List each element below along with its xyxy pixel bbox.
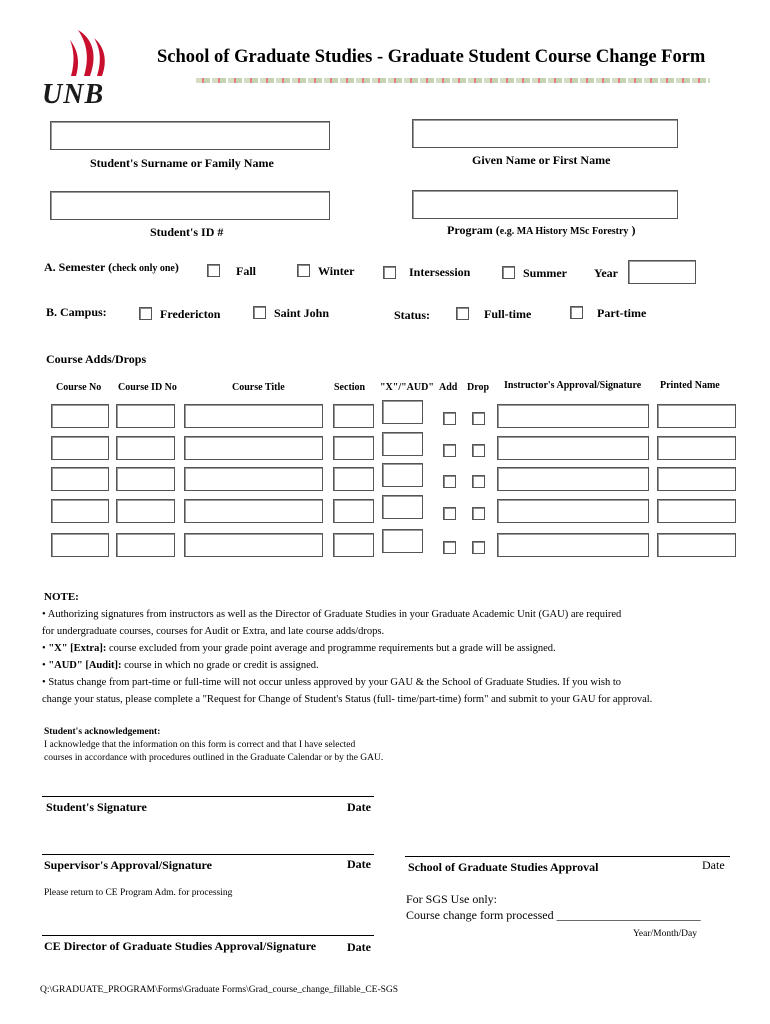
- semester-label-text: A. Semester (: [44, 260, 113, 274]
- course-id-field[interactable]: [116, 404, 175, 428]
- student-signature-line[interactable]: [42, 796, 374, 797]
- course-no-field[interactable]: [51, 467, 109, 491]
- fall-checkbox[interactable]: [207, 264, 220, 277]
- add-checkbox[interactable]: [443, 475, 456, 488]
- section-field[interactable]: [333, 499, 374, 523]
- part-time-label: Part-time: [597, 306, 647, 320]
- fredericton-checkbox[interactable]: [139, 307, 152, 320]
- summer-label: Summer: [523, 266, 567, 280]
- surname-field[interactable]: [50, 121, 330, 150]
- col-course-title: Course Title: [232, 382, 285, 393]
- instructor-signature-field[interactable]: [497, 404, 649, 428]
- note-text-1: Authorizing signatures from instructors as well as the Director of Graduate Studies in your Graduate Academic Unit (GAU) are required: [47, 609, 622, 620]
- col-course-id-no: Course ID No: [118, 382, 177, 393]
- semester-label: [44, 260, 179, 275]
- semester-label-note: check only one: [112, 263, 175, 274]
- program-close: ): [628, 223, 636, 237]
- note-text-2: course excluded from your grade point average and programme requirements but a grade will be assigned.: [106, 643, 556, 654]
- ack-heading: Student's acknowledgement:: [44, 727, 161, 737]
- year-month-day-label: Year/Month/Day: [633, 929, 697, 939]
- supervisor-signature-label: Supervisor's Approval/Signature: [44, 858, 212, 872]
- instructor-signature-field[interactable]: [497, 436, 649, 460]
- logo-text: UNB: [42, 79, 105, 110]
- section-field[interactable]: [333, 436, 374, 460]
- notes-list: [42, 606, 732, 708]
- saint-john-checkbox[interactable]: [253, 306, 266, 319]
- student-id-field[interactable]: [50, 191, 330, 220]
- course-no-field[interactable]: [51, 499, 109, 523]
- x-aud-field[interactable]: [382, 400, 423, 424]
- course-title-field[interactable]: [184, 467, 323, 491]
- course-id-field[interactable]: [116, 436, 175, 460]
- sgs-approval-label: School of Graduate Studies Approval: [408, 860, 599, 874]
- printed-name-field[interactable]: [657, 467, 736, 491]
- processed-line[interactable]: Course change form processed ________________________: [406, 908, 701, 922]
- course-id-field[interactable]: [116, 467, 175, 491]
- add-checkbox[interactable]: [443, 541, 456, 554]
- campus-label: B. Campus:: [46, 305, 107, 319]
- fall-label: Fall: [236, 264, 256, 278]
- course-no-field[interactable]: [51, 404, 109, 428]
- student-date-label: Date: [347, 800, 371, 814]
- sail-logo-icon: [40, 28, 120, 80]
- given-name-label: Given Name or First Name: [472, 153, 611, 167]
- instructor-signature-field[interactable]: [497, 533, 649, 557]
- note-item: • Status change from part-time or full-time will not occur unless approved by your GAU & the School of Graduate Studies. If you wish to change your status, please complete a "Request for Change of Student's Status (full- time/part-time) form" and submit to your GAU for approval.: [42, 677, 653, 705]
- note-item: • Authorizing signatures from instructors as well as the Director of Graduate Studies in your Graduate Academic Unit (GAU) are required for undergraduate courses, courses for Audit or Extra, and late course adds/drops.: [42, 609, 622, 637]
- printed-name-field[interactable]: [657, 499, 736, 523]
- status-label: Status:: [394, 308, 431, 322]
- course-no-field[interactable]: [51, 533, 109, 557]
- note-heading: NOTE:: [44, 591, 79, 603]
- given-name-field[interactable]: [412, 119, 678, 148]
- semester-label-close: ): [174, 260, 179, 274]
- course-title-field[interactable]: [184, 533, 323, 557]
- add-checkbox[interactable]: [443, 507, 456, 520]
- return-note: Please return to CE Program Adm. for processing: [44, 888, 233, 898]
- course-adds-drops-heading: Course Adds/Drops: [46, 352, 147, 366]
- course-title-field[interactable]: [184, 499, 323, 523]
- ce-director-signature-label: CE Director of Graduate Studies Approval/Signature: [44, 939, 317, 953]
- x-aud-field[interactable]: [382, 432, 423, 456]
- intersession-label: Intersession: [409, 265, 471, 279]
- note-text-4: Status change from part-time or full-time will not occur unless approved by your GAU & the School of Graduate Studies. If you wish to: [48, 677, 622, 688]
- full-time-checkbox[interactable]: [456, 307, 469, 320]
- drop-checkbox[interactable]: [472, 444, 485, 457]
- note-item: • "X" [Extra]: course excluded from your grade point average and programme requirements but a grade will be assigned.: [42, 643, 556, 654]
- ack-line-2: courses in accordance with procedures outlined in the Graduate Calendar or by the GAU.: [44, 753, 384, 763]
- year-field[interactable]: [628, 260, 696, 284]
- program-label-text: Program (: [447, 223, 500, 237]
- surname-label: Student's Surname or Family Name: [90, 156, 274, 170]
- winter-label: Winter: [318, 264, 355, 278]
- instructor-signature-field[interactable]: [497, 499, 649, 523]
- instructor-signature-field[interactable]: [497, 467, 649, 491]
- page-title: School of Graduate Studies - Graduate Student Course Change Form: [157, 47, 706, 67]
- program-example: e.g. MA History MSc Forestry: [499, 226, 629, 237]
- section-field[interactable]: [333, 467, 374, 491]
- title-rule: [196, 78, 710, 83]
- ce-director-signature-line[interactable]: [42, 935, 374, 936]
- sgs-date-label: Date: [702, 858, 725, 872]
- note-bold-3: "AUD" [Audit]:: [48, 660, 122, 671]
- intersession-checkbox[interactable]: [383, 266, 396, 279]
- sgs-approval-line[interactable]: [405, 856, 730, 857]
- drop-checkbox[interactable]: [472, 507, 485, 520]
- col-section: Section: [334, 382, 366, 393]
- section-field[interactable]: [333, 533, 374, 557]
- sgs-use-only: For SGS Use only:: [406, 892, 498, 906]
- add-checkbox[interactable]: [443, 412, 456, 425]
- course-title-field[interactable]: [184, 404, 323, 428]
- course-no-field[interactable]: [51, 436, 109, 460]
- ack-line-1: I acknowledge that the information on this form is correct and that I have selected: [44, 740, 356, 750]
- add-checkbox[interactable]: [443, 444, 456, 457]
- unb-logo: [40, 28, 120, 110]
- supervisor-signature-line[interactable]: [42, 854, 374, 855]
- year-label: Year: [594, 266, 618, 280]
- x-aud-field[interactable]: [382, 529, 423, 553]
- summer-checkbox[interactable]: [502, 266, 515, 279]
- note-cont-4: change your status, please complete a "Request for Change of Student's Status (full- time/part-time) form" and submit to your GAU for approval.: [42, 694, 653, 705]
- note-item: • "AUD" [Audit]: course in which no grade or credit is assigned.: [42, 660, 319, 671]
- note-text-3: course in which no grade or credit is assigned.: [121, 660, 319, 671]
- col-add: Add: [439, 382, 458, 393]
- x-aud-field[interactable]: [382, 495, 423, 519]
- note-bold-2: "X" [Extra]:: [48, 643, 107, 654]
- note-cont-1: for undergraduate courses, courses for Audit or Extra, and late course adds/drops.: [42, 626, 385, 637]
- course-id-field[interactable]: [116, 533, 175, 557]
- drop-checkbox[interactable]: [472, 475, 485, 488]
- footer-file-path: Q:\GRADUATE_PROGRAM\Forms\Graduate Forms\Grad_course_change_fillable_CE-SGS: [40, 985, 399, 995]
- program-field[interactable]: [412, 190, 678, 219]
- section-field[interactable]: [333, 404, 374, 428]
- ce-director-date-label: Date: [347, 940, 371, 954]
- course-id-field[interactable]: [116, 499, 175, 523]
- program-label: [447, 223, 635, 238]
- col-drop: Drop: [467, 382, 490, 393]
- printed-name-field[interactable]: [657, 533, 736, 557]
- full-time-label: Full-time: [484, 307, 532, 321]
- fredericton-label: Fredericton: [160, 307, 221, 321]
- printed-name-field[interactable]: [657, 404, 736, 428]
- supervisor-date-label: Date: [347, 857, 371, 871]
- col-instructor-approval: Instructor's Approval/Signature: [504, 380, 642, 391]
- col-course-no: Course No: [56, 382, 102, 393]
- student-id-label: Student's ID #: [150, 225, 224, 239]
- course-title-field[interactable]: [184, 436, 323, 460]
- part-time-checkbox[interactable]: [570, 306, 583, 319]
- drop-checkbox[interactable]: [472, 412, 485, 425]
- col-x-aud: "X"/"AUD": [380, 382, 434, 393]
- col-printed-name: Printed Name: [660, 380, 720, 391]
- winter-checkbox[interactable]: [297, 264, 310, 277]
- drop-checkbox[interactable]: [472, 541, 485, 554]
- student-signature-label: Student's Signature: [46, 800, 147, 814]
- x-aud-field[interactable]: [382, 463, 423, 487]
- saint-john-label: Saint John: [274, 306, 330, 320]
- printed-name-field[interactable]: [657, 436, 736, 460]
